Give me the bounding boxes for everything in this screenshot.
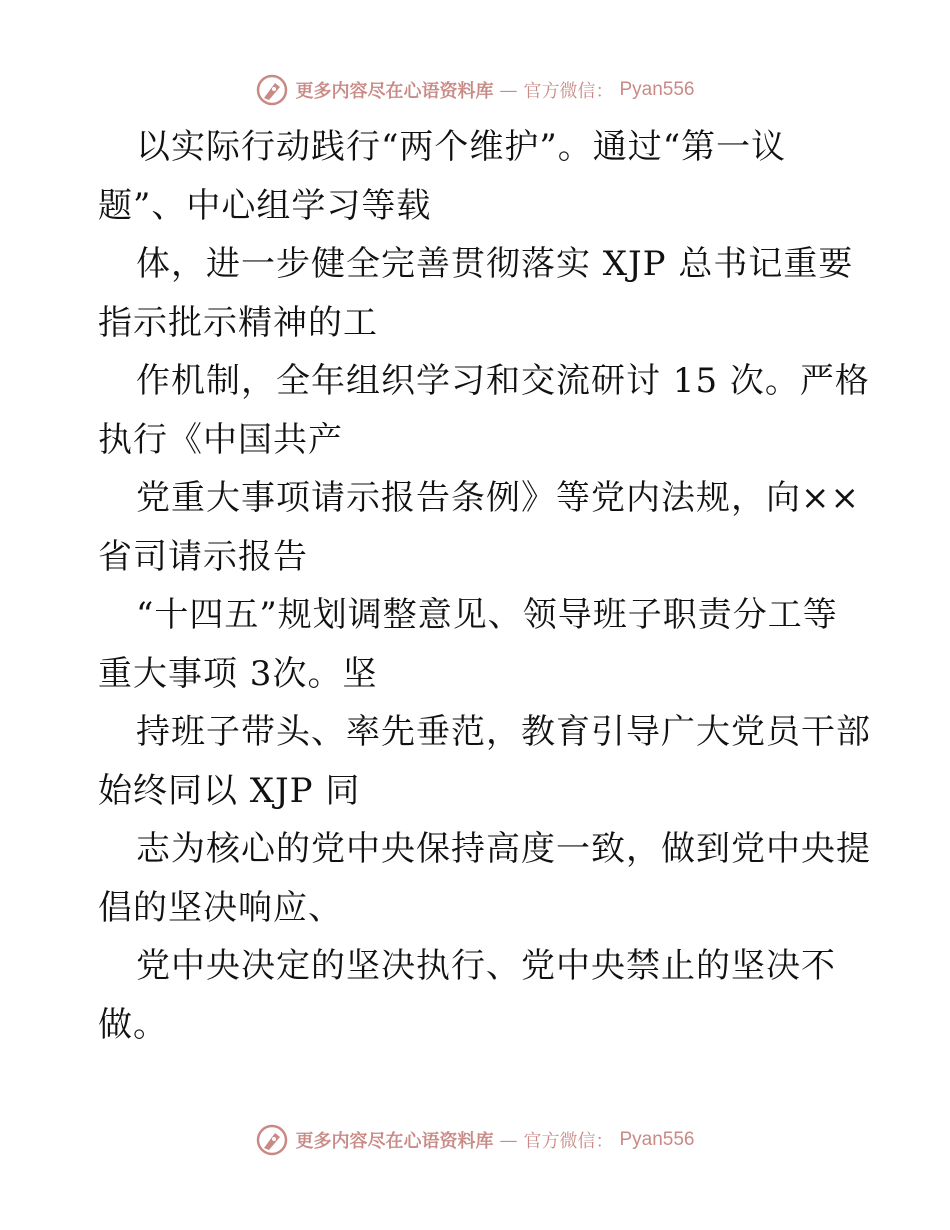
body-line: 指示批示精神的工	[98, 302, 378, 343]
body-line: 作机制，全年组织学习和交流研讨 15 次。严格	[136, 361, 870, 401]
body-line: 持班子带头、率先垂范，教育引导广大党员干部	[136, 712, 871, 752]
watermark-account: Pyan556	[619, 1129, 695, 1150]
footer-watermark	[0, 1120, 950, 1160]
body-line: 党重大事项请示报告条例》等党内法规，向××	[136, 478, 860, 518]
watermark-brand: 更多内容尽在心语资料库	[295, 1131, 494, 1152]
body-line: 始终同以 XJP 同	[98, 770, 361, 811]
body-line: 重大事项 3次。坚	[98, 653, 378, 694]
body-line: 执行《中国共产	[98, 419, 343, 460]
body-line: 做。	[98, 1004, 168, 1045]
header-watermark	[0, 70, 950, 110]
body-line: 题”、中心组学习等载	[98, 185, 432, 226]
watermark-label: 官方微信：	[523, 1131, 614, 1152]
watermark-separator: —	[499, 1129, 518, 1151]
body-line: 倡的坚决响应、	[98, 887, 343, 928]
watermark-label: 官方微信：	[523, 81, 614, 102]
body-line: 志为核心的党中央保持高度一致，做到党中央提	[136, 829, 871, 869]
watermark-brand: 更多内容尽在心语资料库	[295, 81, 494, 102]
pen-nib-logo-icon	[255, 73, 289, 107]
watermark-account: Pyan556	[619, 79, 695, 100]
document-body	[98, 118, 871, 1054]
body-line: 省司请示报告	[98, 536, 308, 577]
body-line: 党中央决定的坚决执行、党中央禁止的坚决不	[136, 946, 836, 986]
watermark-separator: —	[499, 79, 518, 101]
body-line: 以实际行动践行“两个维护”。通过“第一议	[136, 127, 787, 167]
pen-nib-logo-icon	[255, 1123, 289, 1157]
body-line: 体，进一步健全完善贯彻落实 XJP 总书记重要	[136, 244, 854, 284]
body-line: “十四五”规划调整意见、领导班子职责分工等	[136, 595, 838, 635]
